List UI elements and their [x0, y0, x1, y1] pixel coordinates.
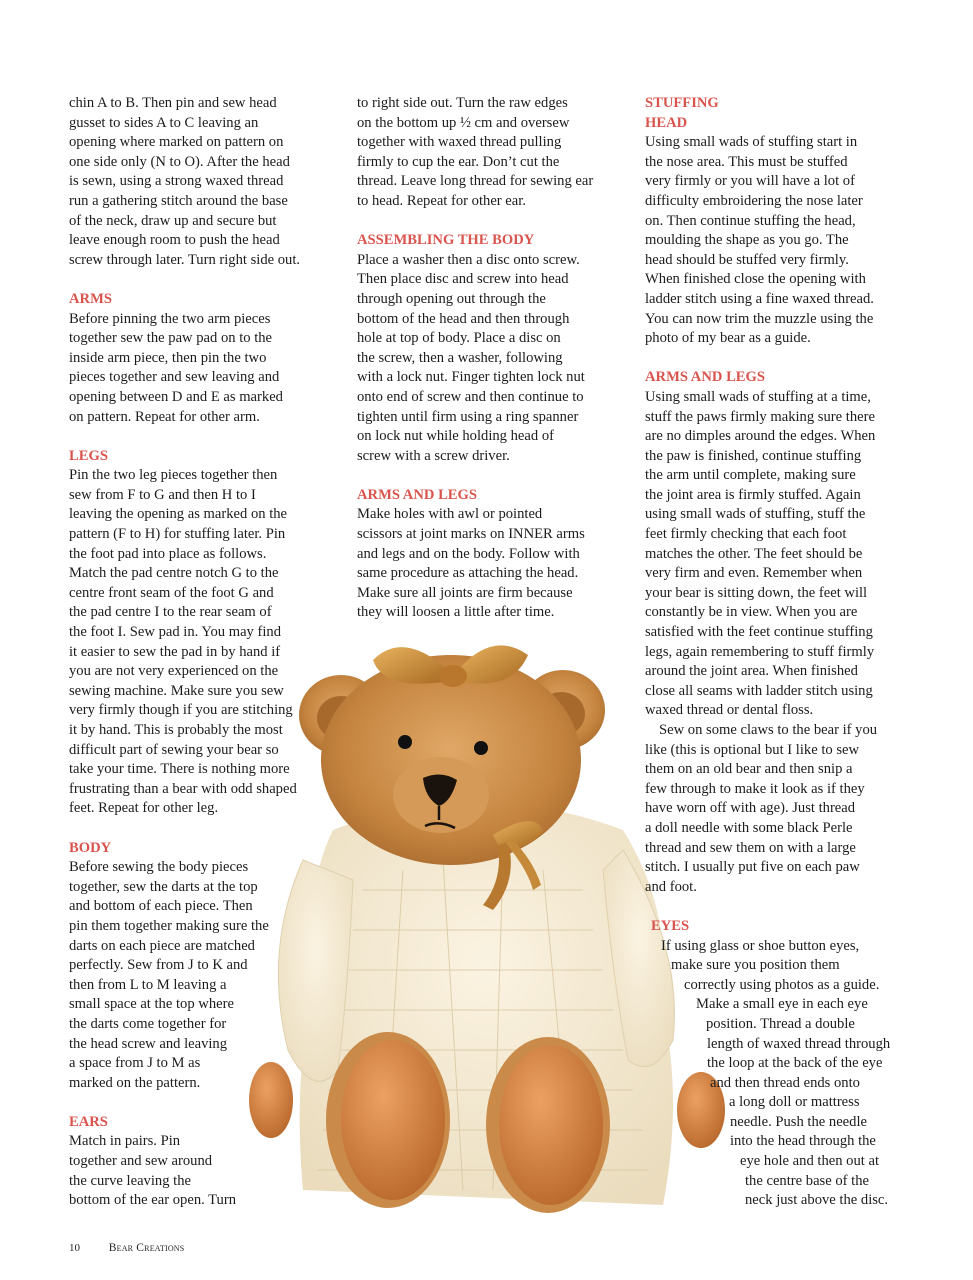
- text-line: thread. Leave long thread for sewing ear: [357, 173, 594, 190]
- text-line: pattern (F to H) for stuffing later. Pin: [69, 526, 286, 543]
- text-line: the joint area is firmly stuffed. Again: [645, 486, 861, 503]
- col1-legs: [69, 466, 331, 819]
- text-line: bottom of the ear open. Turn: [69, 1192, 237, 1209]
- text-line: together and sew around: [69, 1153, 213, 1170]
- text-line: very firm and even. Remember when: [645, 565, 863, 582]
- text-line: Make sure all joints are firm because: [357, 584, 573, 601]
- text-line: correctly using photos as a guide.: [684, 976, 880, 993]
- text-line: Match the pad centre notch G to the: [69, 565, 279, 582]
- text-line: difficulty embroidering the nose later: [645, 192, 863, 209]
- text-line: frustrating than a bear with odd shaped: [69, 780, 297, 797]
- text-line: together with waxed thread pulling: [357, 134, 562, 151]
- text-line: Then place disc and screw into head: [357, 271, 569, 288]
- text-line: small space at the top where: [69, 996, 234, 1013]
- section-heading-body: BODY: [69, 839, 112, 856]
- text-line: the centre base of the: [745, 1172, 869, 1189]
- section-heading-arms-and-legs-stuffing: ARMS AND LEGS: [645, 369, 766, 386]
- text-line: and foot.: [645, 878, 697, 895]
- text-line: scissors at joint marks on INNER arms: [357, 526, 585, 543]
- text-line: they will loosen a little after time.: [357, 604, 555, 621]
- text-line: one side only (N to O). After the head: [69, 153, 290, 170]
- text-line: Match in pairs. Pin: [69, 1133, 181, 1150]
- text-line: the arm until complete, making sure: [645, 467, 856, 484]
- column-1: [69, 94, 331, 1211]
- text-line: legs, again remembering to stuff firmly: [645, 643, 875, 660]
- section-heading-stuffing: STUFFING: [645, 95, 719, 111]
- text-line: and legs and on the body. Follow with: [357, 545, 580, 562]
- text-line: Before pinning the two arm pieces: [69, 310, 271, 327]
- text-line: Using small wads of stuffing at a time,: [645, 388, 871, 405]
- section-heading-arms-and-legs: ARMS AND LEGS: [357, 486, 478, 503]
- text-line: inside arm piece, then pin the two: [69, 349, 267, 366]
- section-heading-assembling: ASSEMBLING THE BODY: [357, 232, 535, 249]
- text-line: very firmly though if you are stitching: [69, 702, 293, 719]
- bear-right-eye: [474, 741, 488, 755]
- col3-eyes: [645, 937, 907, 1211]
- text-line: sew from F to G and then H to I: [69, 486, 256, 503]
- text-line: ladder stitch using a fine waxed thread.: [645, 290, 874, 307]
- col1-intro: [69, 94, 331, 270]
- text-line: the foot pad into place as follows.: [69, 545, 267, 562]
- col1-arms: [69, 310, 331, 428]
- text-line: neck just above the disc.: [745, 1192, 889, 1209]
- text-line: needle. Push the needle: [730, 1113, 867, 1130]
- page-number: 10: [69, 1242, 80, 1254]
- text-line: then from L to M leaving a: [69, 976, 227, 993]
- text-line: together, sew the darts at the top: [69, 878, 258, 895]
- text-line: the loop at the back of the eye: [707, 1055, 883, 1072]
- text-line: perfectly. Sew from J to K and: [69, 957, 248, 974]
- text-line: take your time. There is nothing more: [69, 761, 290, 778]
- text-line: around the joint area. When finished: [645, 663, 858, 680]
- text-line: gusset to sides A to C leaving an: [69, 114, 259, 131]
- text-line: with a lock nut. Finger tighten lock nut: [357, 369, 585, 386]
- text-line: to head. Repeat for other ear.: [357, 192, 526, 209]
- text-line: the paw is finished, continue stuffing: [645, 447, 862, 464]
- text-line: photo of my bear as a guide.: [645, 330, 811, 347]
- text-line: feet. Repeat for other leg.: [69, 800, 219, 817]
- text-line: If using glass or shoe button eyes,: [661, 937, 860, 954]
- text-line: moulding the shape as you go. The: [645, 232, 849, 249]
- text-line: the foot I. Sew pad in. You may find: [69, 624, 282, 641]
- text-line: same procedure as attaching the head.: [357, 565, 579, 582]
- text-line: to right side out. Turn the raw edges: [357, 95, 568, 111]
- text-line: on. Then continue stuffing the head,: [645, 212, 856, 229]
- text-line: the head screw and leaving: [69, 1035, 228, 1052]
- text-line: leave enough room to push the head: [69, 232, 280, 249]
- text-line: and bottom of each piece. Then: [69, 898, 253, 915]
- text-line: using small wads of stuffing, stuff the: [645, 506, 866, 523]
- text-line: together sew the paw pad on to the: [69, 330, 273, 347]
- text-line: firmly to cup the ear. Don’t cut the: [357, 153, 560, 170]
- text-line: onto end of screw and then continue to: [357, 388, 584, 405]
- text-line: a space from J to M as: [69, 1055, 201, 1072]
- text-line: length of waxed thread through: [707, 1035, 891, 1052]
- text-line: centre front seam of the foot G and: [69, 584, 274, 601]
- text-line: Sew on some claws to the bear if you: [659, 722, 878, 738]
- text-line: tighten until firm using a ring spanner: [357, 408, 579, 425]
- col3-claws: [645, 721, 907, 897]
- text-line: pin them together making sure the: [69, 917, 269, 934]
- text-line: eye hole and then out at: [740, 1153, 879, 1170]
- section-heading-head: HEAD: [645, 114, 688, 131]
- text-line: have worn off with age). Just thread: [645, 800, 856, 817]
- text-line: your bear is sitting down, the feet will: [645, 584, 868, 601]
- section-heading-ears: EARS: [69, 1113, 108, 1130]
- text-line: darts on each piece are matched: [69, 937, 255, 954]
- section-heading-eyes: EYES: [651, 917, 690, 934]
- text-line: opening between D and E as marked: [69, 388, 283, 405]
- text-line: Before sewing the body pieces: [69, 859, 249, 876]
- text-line: on the bottom up ½ cm and oversew: [357, 114, 570, 131]
- text-line: like (this is optional but I like to sew: [645, 741, 860, 758]
- col3-armslegs: [645, 388, 907, 721]
- text-line: the pad centre I to the rear seam of: [69, 604, 272, 621]
- text-line: of the neck, draw up and secure but: [69, 212, 277, 229]
- text-line: matches the other. The feet should be: [645, 545, 863, 562]
- text-line: screw through later. Turn right side out.: [69, 251, 301, 268]
- text-line: them on an old bear and then snip a: [645, 761, 853, 778]
- text-line: When finished close the opening with: [645, 271, 866, 288]
- text-line: the curve leaving the: [69, 1172, 191, 1189]
- text-line: bottom of the head and then through: [357, 310, 570, 327]
- bear-left-eye: [398, 735, 412, 749]
- text-line: constantly be in view. When you are: [645, 604, 858, 621]
- section-heading-arms: ARMS: [69, 290, 112, 307]
- text-line: head should be stuffed very firmly.: [645, 251, 849, 268]
- text-line: You can now trim the muzzle using the: [645, 310, 874, 327]
- text-line: close all seams with ladder stitch using: [645, 682, 873, 699]
- text-line: the nose area. This must be stuffed: [645, 153, 848, 170]
- text-line: Place a washer then a disc onto screw.: [357, 251, 580, 268]
- text-line: stitch. I usually put five on each paw: [645, 859, 860, 876]
- text-line: Make a small eye in each eye: [696, 996, 868, 1013]
- text-line: waxed thread or dental floss.: [645, 702, 814, 719]
- section-heading-legs: LEGS: [69, 447, 108, 464]
- text-line: screw with a screw driver.: [357, 447, 510, 464]
- text-line: through opening out through the: [357, 290, 546, 307]
- text-line: satisfied with the feet continue stuffing: [645, 624, 873, 641]
- text-line: a doll needle with some black Perle: [645, 819, 853, 836]
- text-line: it easier to sew the pad in by hand if: [69, 643, 281, 660]
- text-line: few through to make it look as if they: [645, 780, 865, 797]
- text-line: feet firmly checking that each foot: [645, 526, 847, 543]
- text-line: the darts come together for: [69, 1015, 227, 1032]
- column-3: [645, 94, 907, 1211]
- text-line: on lock nut while holding head of: [357, 428, 554, 445]
- text-line: position. Thread a double: [706, 1015, 855, 1032]
- text-line: into the head through the: [730, 1133, 876, 1150]
- text-line: a long doll or mattress: [729, 1094, 860, 1111]
- text-line: are no dimples around the edges. When: [645, 428, 876, 445]
- text-line: it by hand. This is probably the most: [69, 722, 283, 738]
- page-footer: [69, 1242, 184, 1254]
- text-line: run a gathering stitch around the base: [69, 192, 288, 209]
- text-line: difficult part of sewing your bear so: [69, 741, 279, 758]
- text-line: Make holes with awl or pointed: [357, 506, 543, 523]
- text-line: and then thread ends onto: [710, 1074, 860, 1091]
- text-line: is sewn, using a strong waxed thread: [69, 173, 284, 190]
- text-line: you are not very experienced on the: [69, 663, 279, 680]
- text-line: very firmly or you will have a lot of: [645, 173, 855, 190]
- text-line: sewing machine. Make sure you sew: [69, 682, 284, 699]
- col2-assembling: [357, 251, 619, 467]
- text-line: marked on the pattern.: [69, 1074, 201, 1091]
- text-line: thread and sew them on with a large: [645, 839, 856, 856]
- text-line: Using small wads of stuffing start in: [645, 134, 858, 151]
- col1-body: [69, 858, 331, 1093]
- text-line: pieces together and sew leaving and: [69, 369, 280, 386]
- column-2: [357, 94, 619, 623]
- text-line: chin A to B. Then pin and sew head: [69, 95, 277, 111]
- text-line: on pattern. Repeat for other arm.: [69, 408, 260, 425]
- text-line: Pin the two leg pieces together then: [69, 467, 278, 484]
- text-line: make sure you position them: [671, 957, 840, 974]
- text-line: hole at top of body. Place a disc on: [357, 330, 561, 347]
- col2-intro: [357, 94, 619, 212]
- col2-armslegs: [357, 505, 619, 623]
- text-line: leaving the opening as marked on the: [69, 506, 288, 523]
- magazine-name: Bear Creations: [108, 1242, 185, 1254]
- text-line: stuff the paws firmly making sure there: [645, 408, 875, 425]
- text-line: opening where marked on pattern on: [69, 134, 284, 151]
- col3-head: [645, 133, 907, 349]
- col1-ears: [69, 1132, 331, 1210]
- text-line: the screw, then a washer, following: [357, 349, 563, 366]
